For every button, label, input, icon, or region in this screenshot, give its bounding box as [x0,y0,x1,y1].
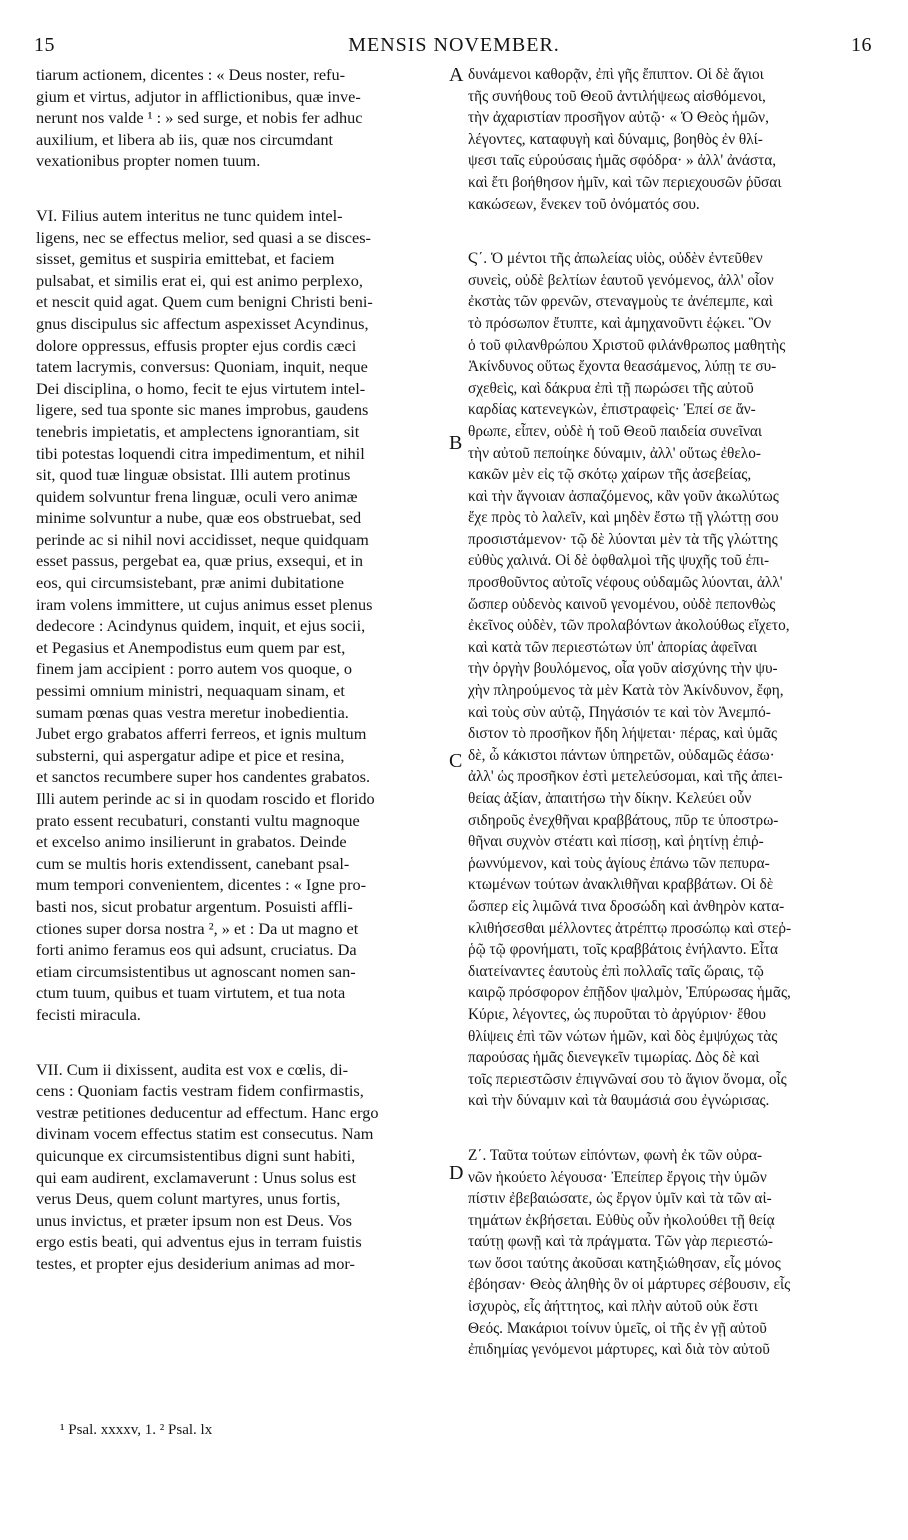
text-line: προσθοῦντος αὐτοῖς νέφους οὐδαμῶς λύονται, ἀλλ' [468,574,783,592]
text-line: qui eam audirent, exclamaverunt : Unus solus est [36,1167,357,1187]
text-line: θλίψεις ἐπὶ τῶν νώτων ἡμῶν, καὶ δὸς ἐμψύχως τὰς [468,1027,778,1045]
text-line: κλιθήσεσθαι μέλλοντες ἀτρέπτῳ προσώπῳ καὶ στεῤ- [468,919,792,937]
text-line: esset passus, pergebat ea, quæ prius, exsequi, et in [36,551,364,571]
text-line: ῥωννύμενον, καὶ τοὺς ἁγίους ἐπάνω τῶν πεπυρα- [468,854,770,872]
text-line: tenebris impietatis, et amplectens ignorantiam, sit [36,421,360,441]
text-line: testes, et propter ejus desiderium animas ad mor- [36,1253,355,1273]
text-line: τοῖς περιεστῶσιν ἐπιγνῶναί σου τὸ ἅγιον ὄνομα, οἷς [468,1070,787,1088]
text-line: ἐκστὰς τῶν φρενῶν, στεναγμοὺς τε ἀνέπεμπε, καὶ [468,293,773,311]
text-line: dedecore : Acindynus quidem, inquit, et ejus socii, [36,616,366,636]
text-line: perinde ac si nihil novi accidisset, neque quidquam [36,529,369,549]
text-line: gnus discipulus sic affectum aspexisset Acyndinus, [36,313,369,333]
text-line: θῆναι συχνὸν στέατι καὶ πίσσῃ, καὶ ῥητίνῃ ἐπιῤ- [468,833,764,851]
text-line: et Pegasius et Anempodistus eum quem par est, [36,637,346,657]
text-line: ταύτῃ φωνῇ καὶ τὰ πράγματα. Τῶν γὰρ περιεστώ- [468,1233,773,1251]
text-line: καὶ τὴν ἄγνοιαν ἀσπαζόμενος, κἂν γοῦν ἀκωλύτως [468,487,779,505]
text-line: Ἀκίνδυνος οὕτως ἔχοντα θεασάμενος, λύπῃ τε συ- [468,358,777,376]
text-line: Jubet ergo grabatos afferri ferreos, et ignis multum [36,724,367,744]
text-line: κακῶν μὲν εἰς τῷ σκότῳ χαίρων τῆς ἀσεβείας, [468,466,752,484]
text-line: quidem solvuntur frena linguæ, oculi vero animæ [36,486,358,506]
greek-column [468,64,876,1394]
text-line: θείας ἀξίαν, ἀπαιτήσω τὴν δίκην. Κελεύει οὖν [468,790,752,807]
latin-paragraph-vi [36,205,442,1026]
text-line: καὶ ἔτι βοήθησον ἡμῖν, καὶ τῶν περιεχουσῶν ῥῦσαι [468,173,782,191]
text-line: συνεὶς, οὐδὲ βελτίων ἑαυτοῦ γενόμενος, ἀλλ' οἷον [468,271,774,289]
text-line: auxilium, et libera ab iis, quæ nos circumdant [36,129,334,149]
latin-column [36,64,442,1307]
text-line: sit, quod tuæ linguæ obsistat. Illi autem protinus [36,465,351,485]
text-line: τὴν ὀργὴν βουλόμενος, οἷα γοῦν αἰσχύνης τὴν ψυ- [468,660,778,678]
text-line: ctum tuum, quibus et tuam virtutem, et tua nota [36,983,346,1003]
text-line: unus invictus, et præter ipsum non est Deus. Vos [36,1210,352,1230]
text-line: forti animo feramus eos qui adsunt, cruciatus. Da [36,940,357,960]
text-line: ergo estis beati, qui adventus ejus in terram fuistis [36,1232,362,1252]
text-line: minime solvuntur a nube, quæ eos obstruebat, sed [36,508,362,528]
latin-paragraph-intro [36,64,442,172]
text-line: Ϛ΄. Ὁ μέντοι τῆς ἀπωλείας υἱὸς, οὐδὲν ἐντεῦθεν [468,250,763,268]
text-line: εὐθὺς χαλινά. Οἱ δὲ ὀφθαλμοὶ τῆς ψυχῆς τοῦ ἐπι- [468,552,770,570]
greek-paragraph-intro [468,64,876,215]
text-line: ἐκεῖνος οὐδὲν, τῶν προλαβόντων ἀκολούθως εἴχετο, [468,617,790,635]
text-line: σιδηροῦς ἐνεχθῆναι κραββάτους, πῦρ τε ὑποστρω- [468,811,779,829]
text-line: καὶ τὴν δύναμιν καὶ τὰ θαυμάσιά σου ἐγνώρισας. [468,1092,770,1110]
text-line: τὴν αὐτοῦ πεποίηκε δύναμιν, ἀλλ' οὕτως ἐθελο- [468,444,761,462]
text-line: dolore oppressus, effusis propter ejus cordis cæci [36,335,357,355]
text-line: prato essent recubaturi, constanti vultu magnoque [36,810,360,830]
greek-paragraph-vi [468,248,876,1112]
text-line: divinam vocem effectus statim est consecutus. Nam [36,1124,374,1144]
text-line: παρούσας ἡμᾶς διενεγκεῖν τιμωρίας. Δὸς δὲ καὶ [468,1049,760,1067]
text-line: ψεσι ταῖς εὑρούσαις ἡμᾶς σφόδρα· » ἀλλ' ἀνάστα, [468,152,777,170]
text-line: et nescit quid agat. Quem cum benigni Christi beni- [36,292,373,312]
text-line: ἀλλ' ὡς προσῆκον ἐστὶ μετελεύσομαι, καὶ τῆς ἀπει- [468,768,783,786]
text-line: Θεός. Μακάριοι τοίνυν ὑμεῖς, οἱ τῆς ἐν γῇ αὐτοῦ [468,1319,767,1337]
text-line: ctiones super dorsa nostra ², » et : Da ut magno et [36,918,359,938]
text-line: τημάτων ἐκβήσεται. Εὐθὺς οὖν ἠκολούθει τῇ θείᾳ [468,1211,775,1229]
text-line: quicunque ex circumsistentibus digni sunt habiti, [36,1145,356,1165]
text-line: καὶ τοὺς σὺν αὐτῷ, Πηγάσιόν τε καὶ τὸν Ἀνεμπό- [468,703,771,721]
text-line: cum se multis horis extendissent, canebant psal- [36,853,350,873]
text-line: sumam pœnas quas vestra meretur inobedientia. [36,702,349,722]
text-line: ἔχε πρὸς τὸ λαλεῖν, καὶ μηδὲν ἔστω τῇ γλώττῃ σου [468,509,779,527]
text-line: iram volens immittere, ut cujus animus esset plenus [36,594,373,614]
text-line: nerunt nos valde ¹ : » sed surge, et nobis fer adhuc [36,108,363,128]
text-line: pessimi omnium ministri, nequaquam sinam, et [36,681,345,701]
latin-paragraph-vii [36,1059,442,1275]
text-line: sisset, gemitus et suspiria emittebat, et faciem [36,249,335,269]
right-page-number: 16 [851,34,872,56]
text-line: etiam circumsistentibus ut agnoscant nomen san- [36,961,356,981]
text-line: των ὅσοι ταύτης ἀκοῦσαι κατηξιώθησαν, εἷς μόνος [468,1254,781,1272]
text-line: τῆς συνήθους τοῦ Θεοῦ ἀντιλήψεως αἰσθόμενοι, [468,87,766,105]
margin-marker-c: C [449,750,463,772]
text-line: χὴν πληρούμενος τὰ μὲν Κατὰ τὸν Ἀκίνδυνον, ἔφη, [468,682,784,700]
text-line: ἐβόησαν· Θεὸς ἀληθὴς ὃν οἱ μάρτυρες σέβουσιν, εἷς [468,1276,791,1294]
footnotes: ¹ Psal. xxxxv, 1. ² Psal. lx [60,1422,213,1438]
text-line: νῶν ἠκούετο λέγουσα· Ἐπείπερ ἔργοις τὴν ὑμῶν [468,1168,767,1186]
text-line: eos, qui circumsistebant, præ animi dubitatione [36,573,344,593]
text-line: ἰσχυρὸς, εἷς ἀήττητος, καὶ πλὴν αὐτοῦ οὐκ ἔστι [468,1298,758,1316]
text-line: verus Deus, quem colunt martyres, unus fortis, [36,1189,341,1209]
text-line: κακώσεων, ἕνεκεν τοῦ ὀνόματός σου. [468,195,700,213]
text-line: VI. Filius autem interitus ne tunc quidem intel- [36,205,343,225]
text-line: ὥσπερ εἰς λιμῶνά τινα δροσώδη καὶ ἀνθηρὸν κατα- [468,897,785,915]
text-line: Illi autem perinde ac si in quodam roscido et florido [36,789,375,808]
text-line: tibi potestas loquendi citra impedimentum, et nihil [36,443,365,463]
text-line: πίστιν ἐβεβαιώσατε, ὡς ἔργον ὑμῖν καὶ τὰ τῶν αἰ- [468,1190,772,1208]
text-line: Ζ΄. Ταῦτα τούτων εἰπόντων, φωνὴ ἐκ τῶν οὐρα- [468,1146,763,1164]
margin-marker-b: B [449,432,463,454]
text-line: καὶ κατὰ τῶν περιεστώτων ὑπ' ἀπορίας ἀφεῖναι [468,638,758,656]
text-line: ligere, sed tua sponte sic manes improbus, gaudens [36,400,369,420]
text-line: σχεθεὶς, καὶ δάκρυα ἐπὶ τῇ πωρώσει τῆς αὐτοῦ [468,379,754,397]
text-line: cens : Quoniam factis vestram fidem confirmastis, [36,1081,364,1101]
text-line: mum tempori convenientem, dicentes : « Igne pro- [36,875,367,895]
text-line: ligens, nec se effectus melior, sed quasi a se disces- [36,227,371,247]
text-line: Dei disciplina, o homo, fecit te ejus virtutem intel- [36,378,366,398]
text-line: basti nos, sicut probatur argentum. Posuisti affli- [36,896,353,916]
text-line: VII. Cum ii dixissent, audita est vox e cœlis, di- [36,1059,349,1079]
left-page-number: 15 [34,34,55,56]
text-line: ὥσπερ οὐδενὸς καινοῦ γενομένου, οὐδὲ πεπονθὼς [468,595,776,613]
text-line: tatem lacrymis, conversus: Quoniam, inquit, neque [36,357,368,377]
text-line: διστον τὸ προσῆκον ἤδη λήψεται· πέρας, καὶ ὑμᾶς [468,725,778,743]
text-line: et sanctos recumbere super hos candentes grabatos. [36,767,371,787]
text-line: substerni, qui aspergatur adipe et pice et resina, [36,745,345,765]
text-line: προσιστάμενον· τῷ δὲ λύονται μὲν τὰ τῆς γλώττης [468,530,778,548]
margin-marker-a: A [449,64,464,86]
text-line: καιρῷ πρόσφορον ἐπῇδον ψαλμὸν, Ἐπύρωσας ἡμᾶς, [468,984,791,1002]
text-line: gium et virtus, adjutor in afflictionibus, quæ inve- [36,86,361,106]
text-line: fecisti miracula. [36,1004,141,1024]
running-title: MENSIS NOVEMBER. [348,34,560,56]
text-line: finem jam accipient : porro autem vos quoque, o [36,659,353,679]
text-line: pulsabat, et similis erat ei, qui est animo perplexo, [36,270,363,290]
text-line: δυνάμενοι καθορᾷν, ἐπὶ γῆς ἔπιπτον. Οἱ δὲ ἅγιοι [468,66,764,83]
text-line: λέγοντες, καταφυγὴ καὶ δύναμις, βοηθὸς ἐν θλί- [468,130,763,148]
text-line: ἐπιδημίας γενόμενοι μάρτυρες, καὶ διὰ τὸν αὐτοῦ [468,1341,770,1359]
text-line: τὸ πρόσωπον ἔτυπτε, καὶ ἀμηχανοῦντι ἐῴκει. Ὃν [468,314,772,332]
text-line: tiarum actionem, dicentes : « Deus noster, refu- [36,65,346,84]
text-line: vestræ petitiones deducentur ad effectum. Hanc ergo [36,1102,379,1122]
text-line: δὲ, ὦ κάκιστοι πάντων ὑπηρετῶν, οὐδαμῶς ἐάσω· [468,746,775,764]
text-line: καρδίας κατενεγκὼν, ἐπιστραφεὶς· Ἐπεί σε ἄν- [468,401,756,419]
text-line: διατείναντες ἑαυτοὺς ἐπὶ πολλαῖς ταῖς ὥραις, τῷ [468,962,764,980]
text-line: θρωπε, εἶπεν, οὐδὲ ἡ τοῦ Θεοῦ παιδεία συνεῖναι [468,422,763,440]
text-line: et excelso animo insilierunt in grabatos. Deinde [36,832,347,852]
margin-marker-d: D [449,1162,464,1184]
text-line: vexationibus propter nomen tuum. [36,151,261,171]
text-line: Κύριε, λέγοντες, ὡς πυροῦται τὸ ἀργύριον· ἔθου [468,1005,766,1023]
text-line: κτωμένων τούτων ἀνακλιθῆναι κραββάτων. Οἱ δὲ [468,876,774,894]
text-line: ῥῷ τῷ φρονήματι, τοῖς κραββάτοις ἐνήλαντο. Εἶτα [468,941,778,959]
page-header [0,0,908,66]
text-line: ὁ τοῦ φιλανθρώπου Χριστοῦ φιλάνθρωπος μαθητὴς [468,336,786,354]
greek-paragraph-vii [468,1145,876,1361]
text-line: τὴν ἀχαριστίαν προσῆγον αὐτῷ· « Ὁ Θεὸς ἡμῶν, [468,109,769,127]
